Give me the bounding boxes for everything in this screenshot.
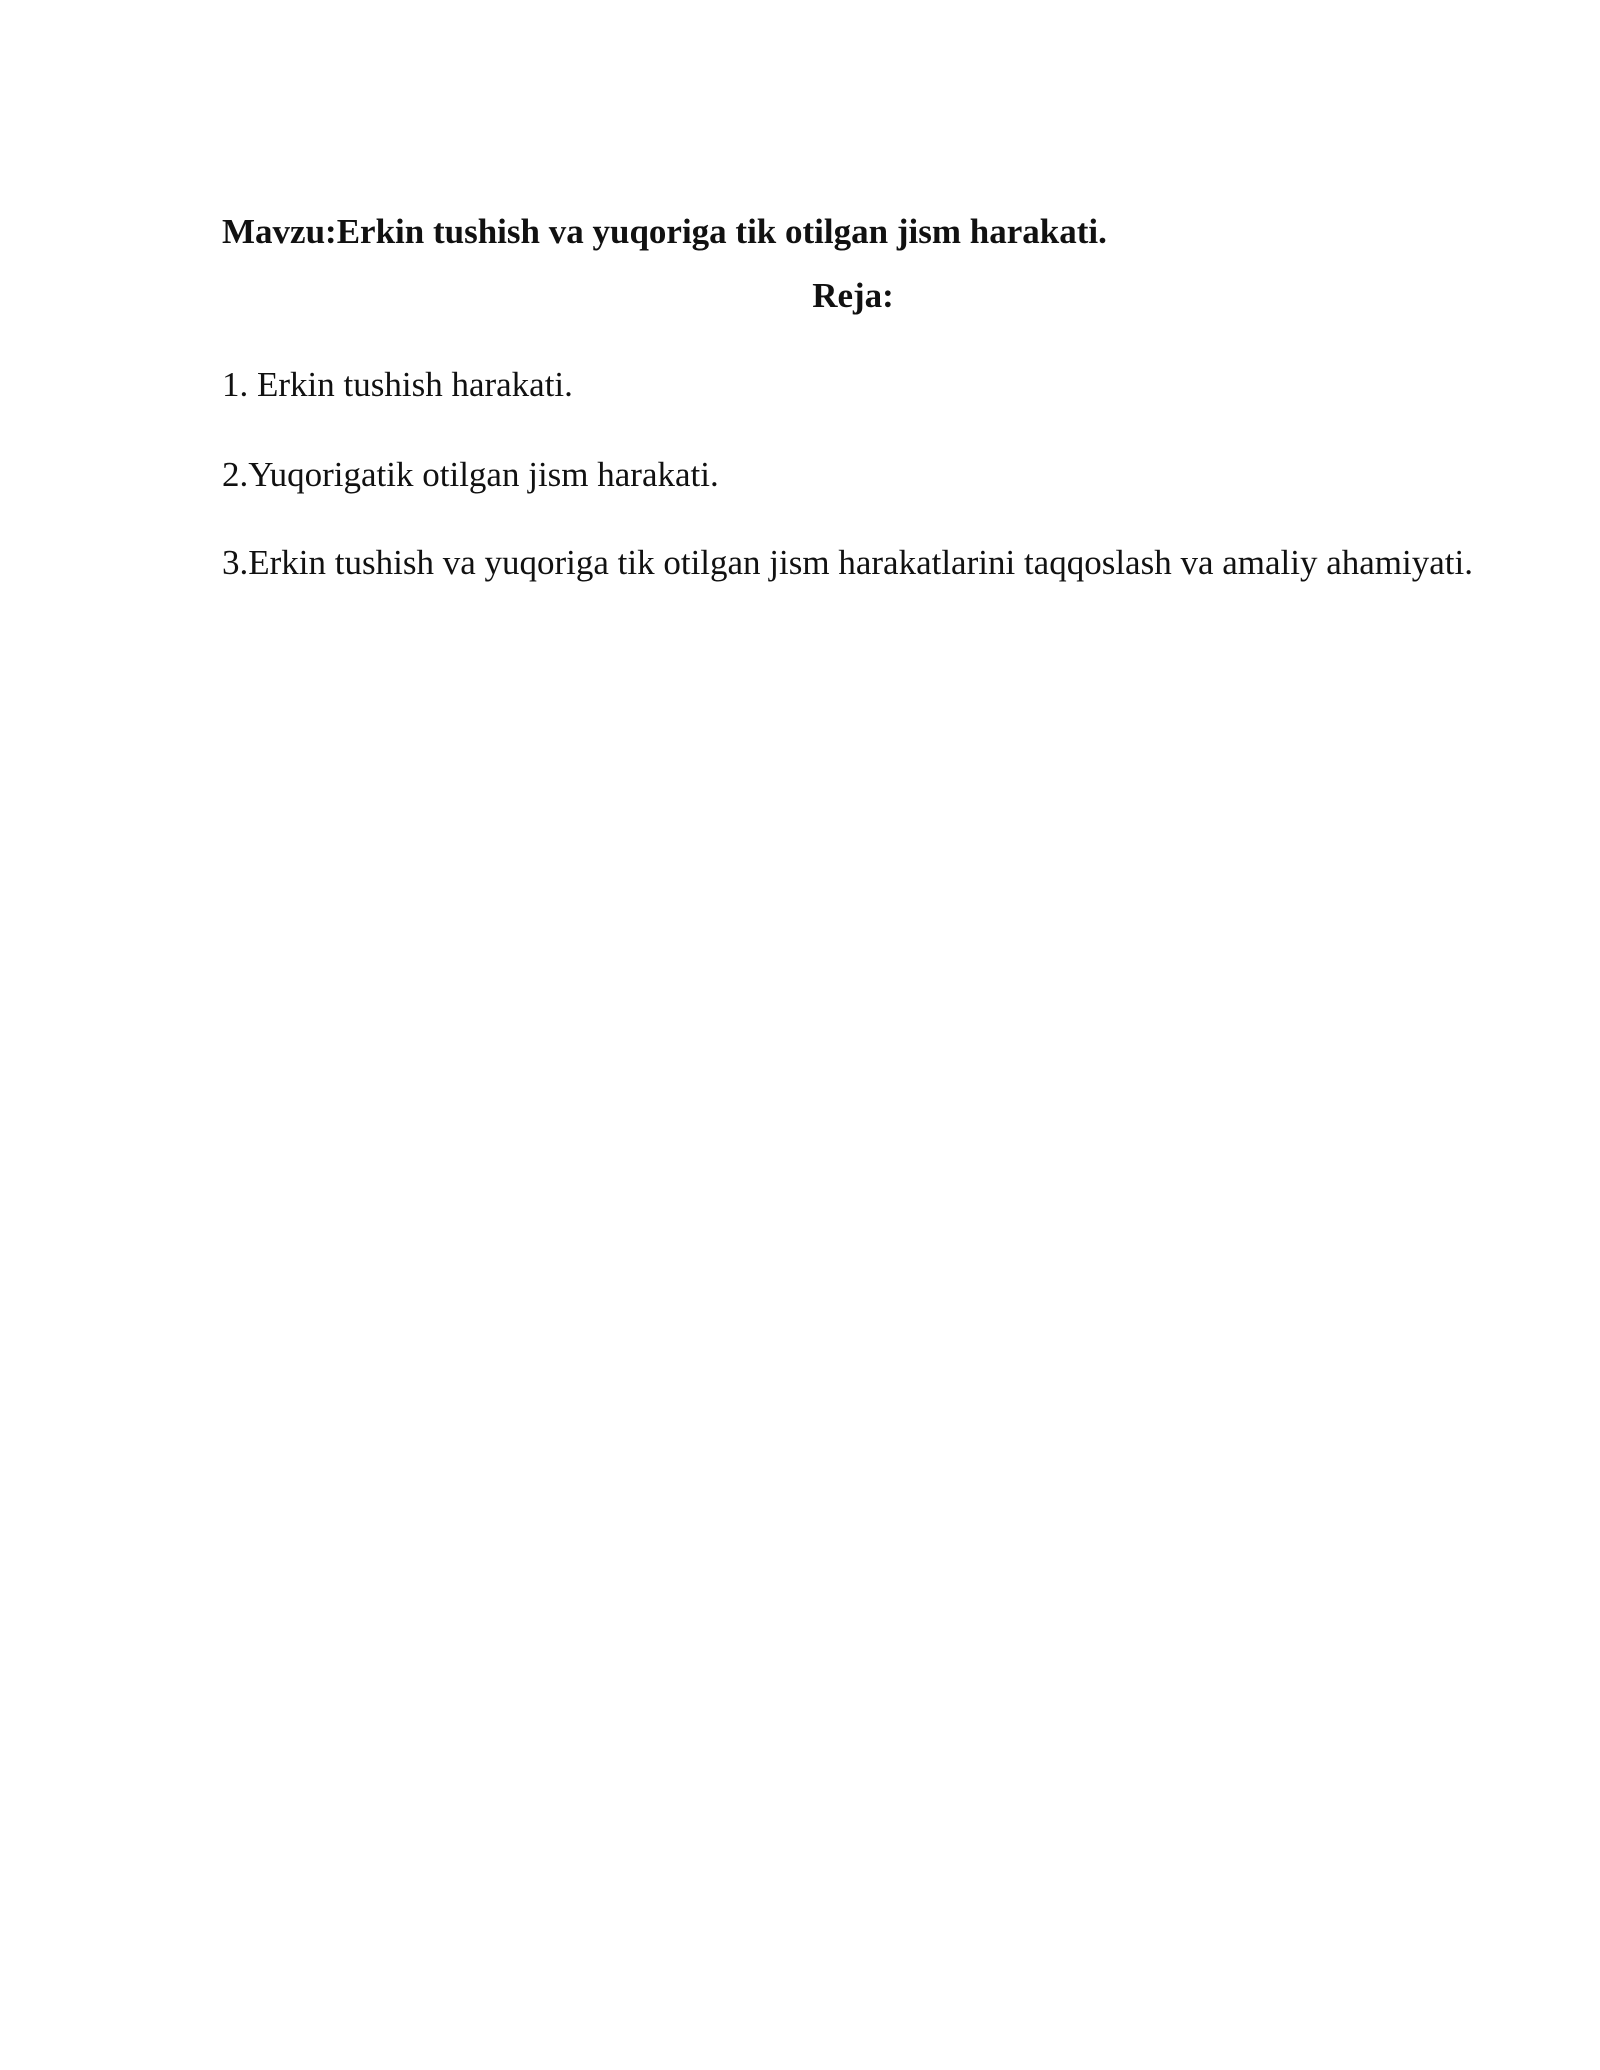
plan-item-2: 2.Yuqorigatik otilgan jism harakati. [222, 455, 719, 494]
plan-item-1: 1. Erkin tushish harakati. [222, 365, 573, 404]
document-title: Mavzu:Erkin tushish va yuqoriga tik otilgan jism harakati. [222, 212, 1107, 251]
plan-heading: Reja: [812, 276, 894, 315]
plan-item-3: 3.Erkin tushish va yuqoriga tik otilgan jism harakatlarini taqqoslash va amaliy ahamiyati. [222, 543, 1473, 582]
